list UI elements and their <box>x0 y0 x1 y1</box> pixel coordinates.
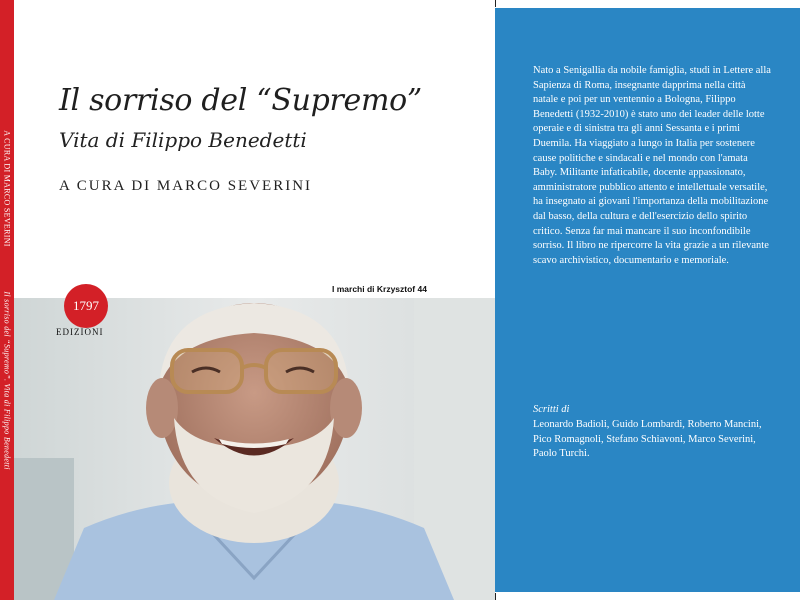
publisher-caption: EDIZIONI <box>56 327 104 337</box>
book-spine <box>0 0 14 600</box>
crop-mark-bottom <box>495 593 496 600</box>
back-cover <box>495 8 800 592</box>
crop-mark-top <box>495 0 496 7</box>
editor-credit: A CURA DI MARCO SEVERINI <box>59 178 313 194</box>
author-photo <box>14 298 495 600</box>
logo-number: 1797 <box>73 298 99 313</box>
author-portrait-illustration <box>14 298 495 600</box>
book-title: Il sorriso del “Supremo” <box>59 83 422 118</box>
book-subtitle: Vita di Filippo Benedetti <box>59 128 307 152</box>
spine-text <box>3 130 12 470</box>
publisher-logo <box>64 284 108 328</box>
imprint-label: I marchi di Krzysztof 44 <box>332 284 427 294</box>
writers-label: Scritti di <box>533 404 570 415</box>
spine-editor: A CURA DI MARCO SEVERINI <box>2 130 12 247</box>
spine-title: Il sorriso del “Supremo”. Vita di Filippo Benedetti <box>2 291 12 470</box>
front-cover <box>14 0 495 600</box>
writers-list: Leonardo Badioli, Guido Lombardi, Roberto Mancini, Pico Romagnoli, Stefano Schiavoni, Marco Severini, Paolo Turchi. <box>533 419 762 460</box>
back-blurb: Nato a Senigallia da nobile famiglia, studi in Lettere alla Sapienza di Roma, insegnante dapprima nella città natale e poi per un ventennio a Bologna, Filippo Benedetti (1932-2010) è stato uno dei leader delle lotte operaie e di sinistra tra gli anni Sessanta e i primi Duemila. Ha viaggiato a lungo in Italia per sostenere cause politiche e sindacali e nel mondo con l'amata Baby. Militante infaticabile, docente appassionato, amministratore pubblico attento e intellettuale versatile, ha insegnato ai giovani l'importanza della mobilitazione dal basso, della cultura e dell'esercizio dello spirito critico. Senza far mai mancare il suo inconfondibile sorriso. Il libro ne ripercorre la vita grazie a un rilevante scavo archivistico, documentario e memoriale. <box>533 65 771 266</box>
